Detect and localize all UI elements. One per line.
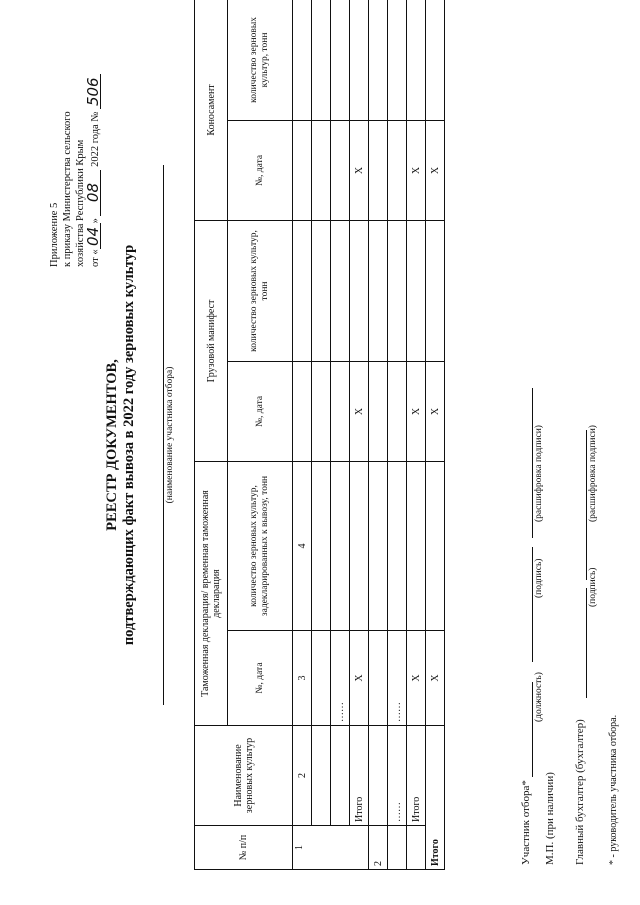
table-row-subtotal-2 — [407, 0, 426, 870]
header-manifest-no-date: №, дата — [228, 361, 293, 461]
header-crop-name: Наименование зерновых культур — [195, 726, 293, 826]
handwritten-month: 08 — [87, 170, 101, 216]
handwritten-day: 04 — [87, 223, 101, 249]
header-no: № п/п — [195, 826, 293, 870]
position-blank — [520, 682, 533, 777]
footnote: * - руководитель участника отбора. — [608, 714, 619, 865]
header-bill-of-lading: Коносамент — [195, 0, 228, 220]
annex-quote-close: » — [90, 218, 101, 224]
annex-line-3: хозяйства Республики Крым — [75, 139, 86, 267]
header-customs-qty: количество зерновых культур, задекларированных к вывозу, тонн — [228, 461, 293, 630]
header-cargo-manifest: Грузовой манифест — [195, 220, 228, 461]
accountant-decoding-blank — [574, 430, 587, 580]
x-mark: X — [426, 631, 445, 726]
table-row-total — [426, 0, 445, 870]
accountant-decoding-caption: (расшифровка подписи) — [588, 425, 598, 522]
accountant-label: Главный бухгалтер (бухгалтер) — [574, 719, 586, 865]
column-number-3: 3 — [293, 631, 312, 726]
header-bill-qty: количество зерновых культур, тонн — [228, 0, 293, 120]
annex-line-2: к приказу Министерства сельского — [62, 111, 73, 267]
accountant-signature-row — [574, 430, 587, 865]
decoding-caption: (расшифровка подписи) — [534, 425, 544, 522]
participant-label: Участник отбора* — [520, 780, 532, 865]
participant-signature-row — [520, 388, 533, 865]
handwritten-order-number: 506 — [87, 74, 101, 109]
participant-name-caption: (наименование участника отбора) — [165, 366, 175, 504]
accountant-signature-blank — [574, 588, 587, 698]
signature-caption: (подпись) — [534, 558, 544, 598]
table-row-subtotal-1 — [350, 0, 369, 870]
dots-placeholder: …… — [388, 631, 407, 726]
x-mark: X — [407, 631, 426, 726]
header-bill-no-date: №, дата — [228, 120, 293, 220]
annex-year-text: 2022 года № — [90, 111, 101, 167]
table-row-dots — [388, 0, 407, 870]
table-row-dots — [331, 0, 350, 870]
accountant-signature-caption: (подпись) — [588, 567, 598, 607]
table-row-numbering — [293, 0, 312, 870]
annex-line-1: Приложение 5 — [49, 202, 60, 267]
x-mark: X — [350, 361, 369, 461]
total-label: Итого — [426, 726, 445, 870]
x-mark: X — [407, 120, 426, 220]
subtotal-label: Итого — [350, 726, 369, 826]
x-mark: X — [407, 361, 426, 461]
x-mark: X — [426, 361, 445, 461]
signature-blank — [520, 547, 533, 662]
participant-name-line — [163, 165, 164, 705]
header-customs-declaration: Таможенная декларация/ временная таможенная декларация — [195, 461, 228, 725]
x-mark: X — [426, 120, 445, 220]
dots-placeholder: …… — [388, 726, 407, 826]
x-mark: X — [350, 631, 369, 726]
position-caption: (должность) — [534, 672, 544, 722]
x-mark: X — [350, 120, 369, 220]
header-customs-no-date: №, дата — [228, 631, 293, 726]
table-header-row-1 — [195, 0, 228, 870]
subtotal-label: Итого — [407, 726, 426, 826]
title-line-1: РЕЕСТР ДОКУМЕНТОВ, — [104, 359, 120, 531]
table-row — [312, 0, 331, 870]
column-number-4: 4 — [293, 461, 312, 630]
dots-placeholder: …… — [331, 631, 350, 726]
title-line-2: подтверждающих факт вывоза в 2022 году зерновых культур — [121, 244, 137, 646]
annex-block — [48, 74, 102, 267]
row-number-2: 2 — [369, 826, 388, 870]
table-row — [369, 0, 388, 870]
annex-date-line — [84, 74, 102, 267]
decoding-blank — [520, 388, 533, 538]
stamp-label: М.П. (при наличии) — [544, 772, 556, 865]
annex-from-prefix: от « — [90, 249, 101, 267]
row-number-1: 1 — [293, 826, 369, 870]
registry-table — [194, 0, 445, 870]
column-number-2: 2 — [293, 726, 312, 826]
header-manifest-qty: количество зерновых культур, тонн — [228, 220, 293, 361]
document-title — [104, 235, 138, 655]
